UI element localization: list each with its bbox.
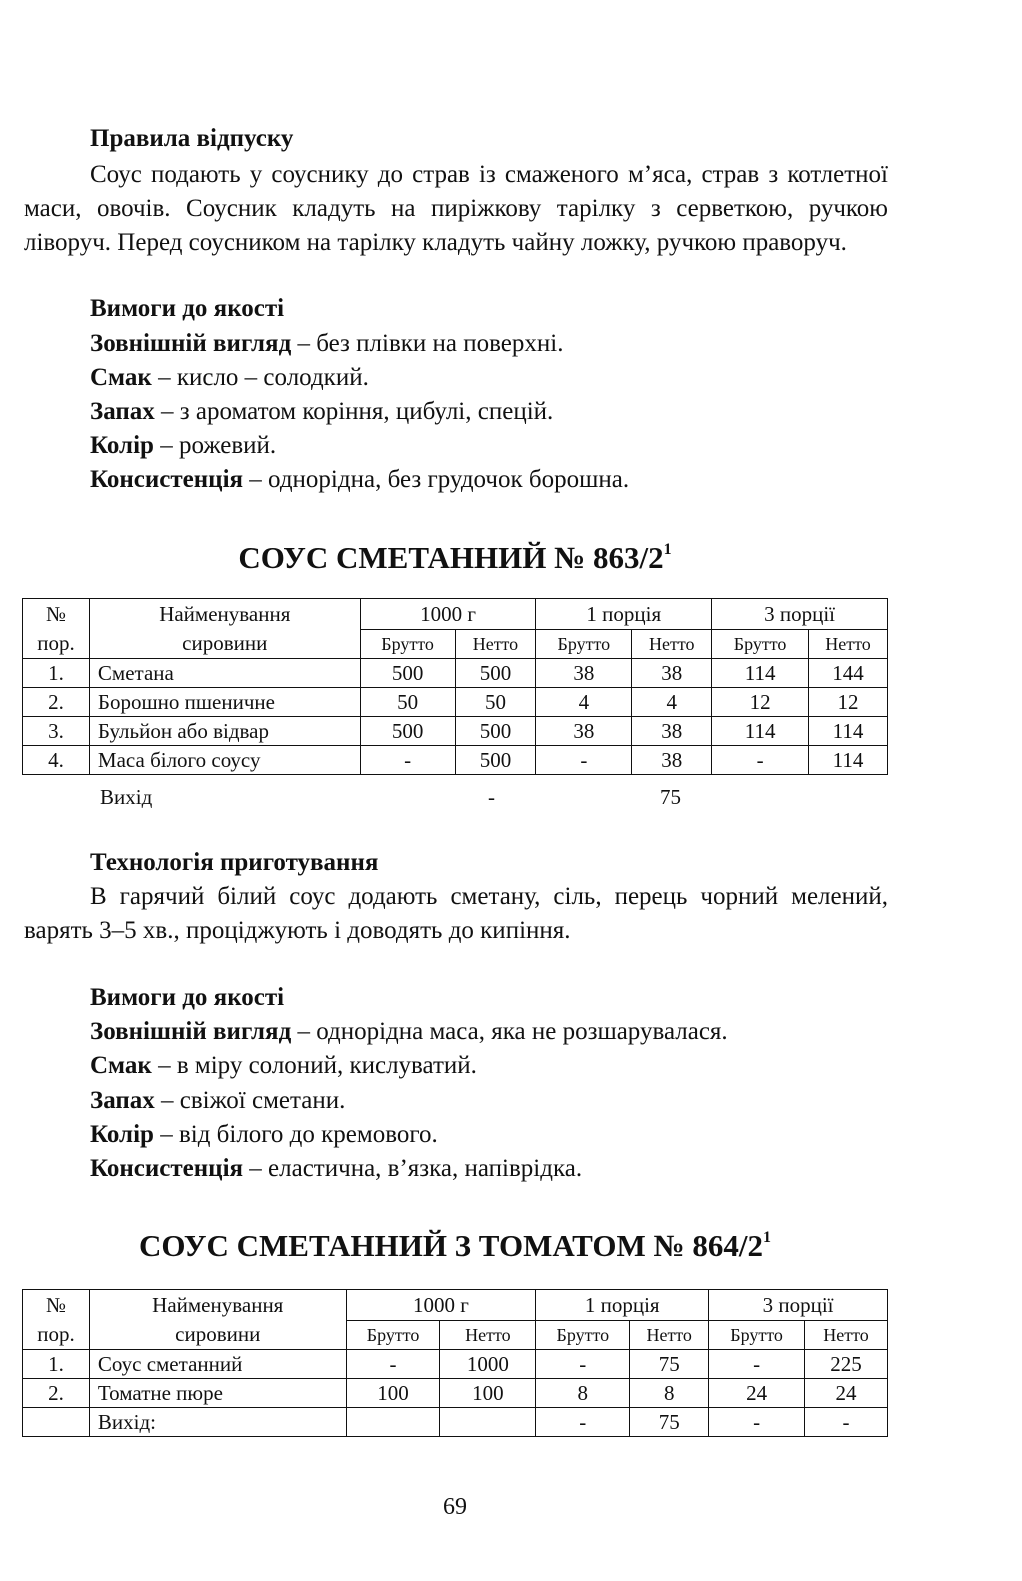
row-name: Сметана [89,659,360,688]
cell-value: 114 [712,659,809,688]
table-row [23,1379,888,1408]
quality-consistency-2: Консистенція – еластична, в’язка, напіврідка. [90,1155,583,1182]
cell-value: - [709,1350,805,1379]
cell-value: 4 [536,688,632,717]
header-netto: Нетто [630,1321,709,1350]
tech-heading: Технологія приготування [90,849,379,876]
cell-value: 75 [630,1350,709,1379]
cell-value: 114 [809,746,888,775]
row-num: 1. [23,659,90,688]
header-name: Найменування [89,599,360,630]
recipe-1-output-brutto: - [488,785,495,809]
cell-value: 500 [360,717,455,746]
cell-value: 1000 [440,1350,536,1379]
header-brutto: Брутто [360,630,455,659]
table-row [23,688,888,717]
header-1000g: 1000 г [346,1290,536,1321]
cell-value: - [536,746,632,775]
cell-value: 38 [632,659,712,688]
table-row [23,746,888,775]
quality-consistency-1: Консистенція – однорідна, без грудочок борошна. [90,466,630,493]
cell-value: 225 [805,1350,888,1379]
cell-value: - [346,1350,440,1379]
row-name: Соус сметанний [89,1350,346,1379]
cell-value: 38 [536,717,632,746]
header-name: Найменування [89,1290,346,1321]
quality-color-2: Колір – від білого до кремового. [90,1121,438,1148]
header-brutto: Брутто [536,630,632,659]
cell-value: 38 [632,717,712,746]
serving-rules-paragraph: Соус подають у соуснику до страв із смаженого м’яса, страв з котлетної маси, овочів. Соусник кладуть на пиріжкову тарілку з серветкою, ручкою ліворуч. Перед соусником на тарілку кладуть чайну ложку, ручкою праворуч. [24,161,888,256]
cell-value: 12 [712,688,809,717]
header-netto: Нетто [632,630,712,659]
table-row-output [23,1408,888,1437]
cell-value: - [360,746,455,775]
header-brutto: Брутто [709,1321,805,1350]
header-name-2: сировини [89,630,360,659]
header-3-portions: 3 порції [712,599,888,630]
header-netto: Нетто [440,1321,536,1350]
quality-appearance-1: Зовнішній вигляд – без плівки на поверхні. [90,330,564,357]
cell-value: 4 [632,688,712,717]
header-netto: Нетто [455,630,536,659]
header-3-portions: 3 порції [709,1290,888,1321]
header-1000g: 1000 г [360,599,536,630]
page-number: 69 [443,1494,467,1520]
quality-taste-1: Смак – кисло – солодкий. [90,364,369,391]
cell-value: - [536,1350,630,1379]
header-num: № [23,599,90,630]
row-name: Маса білого соусу [89,746,360,775]
header-name-2: сировини [89,1321,346,1350]
cell-value: 500 [455,746,536,775]
cell-value: 12 [809,688,888,717]
quality-heading-1: Вимоги до якості [90,295,285,322]
row-num: 3. [23,717,90,746]
header-netto: Нетто [805,1321,888,1350]
cell-value: 100 [346,1379,440,1408]
cell-value: 500 [455,717,536,746]
cell-value: 38 [632,746,712,775]
cell-value: 114 [712,717,809,746]
serving-rules-heading: Правила відпуску [90,125,294,152]
cell-value: 144 [809,659,888,688]
cell-value: - [805,1408,888,1437]
cell-value: 75 [630,1408,709,1437]
header-brutto: Брутто [346,1321,440,1350]
header-netto: Нетто [809,630,888,659]
quality-taste-2: Смак – в міру солоний, кислуватий. [90,1052,477,1079]
cell-value: 500 [455,659,536,688]
row-num: 2. [23,688,90,717]
cell-value: - [536,1408,630,1437]
table-row [23,659,888,688]
table-row [23,717,888,746]
cell-value [440,1408,536,1437]
cell-value [346,1408,440,1437]
header-brutto: Брутто [712,630,809,659]
cell-value: 8 [630,1379,709,1408]
quality-smell-1: Запах – з ароматом коріння, цибулі, спецій. [90,398,554,425]
header-num: № [23,1290,90,1321]
cell-value: 24 [805,1379,888,1408]
header-1-portion: 1 порція [536,1290,709,1321]
cell-value: 24 [709,1379,805,1408]
quality-appearance-2: Зовнішній вигляд – однорідна маса, яка не розшарувалася. [90,1018,728,1045]
row-name: Бульйон або відвар [89,717,360,746]
header-num-2: пор. [23,630,90,659]
header-num-2: пор. [23,1321,90,1350]
cell-value: 50 [455,688,536,717]
recipe-1-output-netto: 75 [660,785,681,809]
row-num: 2. [23,1379,90,1408]
recipe-2-table [22,1289,888,1437]
quality-heading-2: Вимоги до якості [90,984,285,1011]
cell-value: 500 [360,659,455,688]
table-row [23,1350,888,1379]
row-name: Томатне пюре [89,1379,346,1408]
row-name: Борошно пшеничне [89,688,360,717]
cell-value: 8 [536,1379,630,1408]
header-brutto: Брутто [536,1321,630,1350]
cell-value: 38 [536,659,632,688]
header-1-portion: 1 порція [536,599,712,630]
row-num [23,1408,90,1437]
recipe-1-table [22,598,888,775]
cell-value: - [709,1408,805,1437]
row-num: 4. [23,746,90,775]
cell-value: 100 [440,1379,536,1408]
recipe-2-title: СОУС СМЕТАННИЙ З ТОМАТОМ № $864/2^1$ [138,1228,771,1263]
cell-value: - [712,746,809,775]
row-num: 1. [23,1350,90,1379]
cell-value: 114 [809,717,888,746]
recipe-1-output-label: Вихід [100,785,153,809]
row-name: Вихід: [89,1408,346,1437]
tech-paragraph: В гарячий білий соус додають сметану, сіль, перець чорний мелений, варять 3–5 хв., проціджують і доводять до кипіння. [24,883,888,944]
recipe-1-title: СОУС СМЕТАННИЙ № $863/2^1$ [238,540,672,575]
quality-color-1: Колір – рожевий. [90,432,277,459]
cell-value: 50 [360,688,455,717]
quality-smell-2: Запах – свіжої сметани. [90,1087,346,1114]
